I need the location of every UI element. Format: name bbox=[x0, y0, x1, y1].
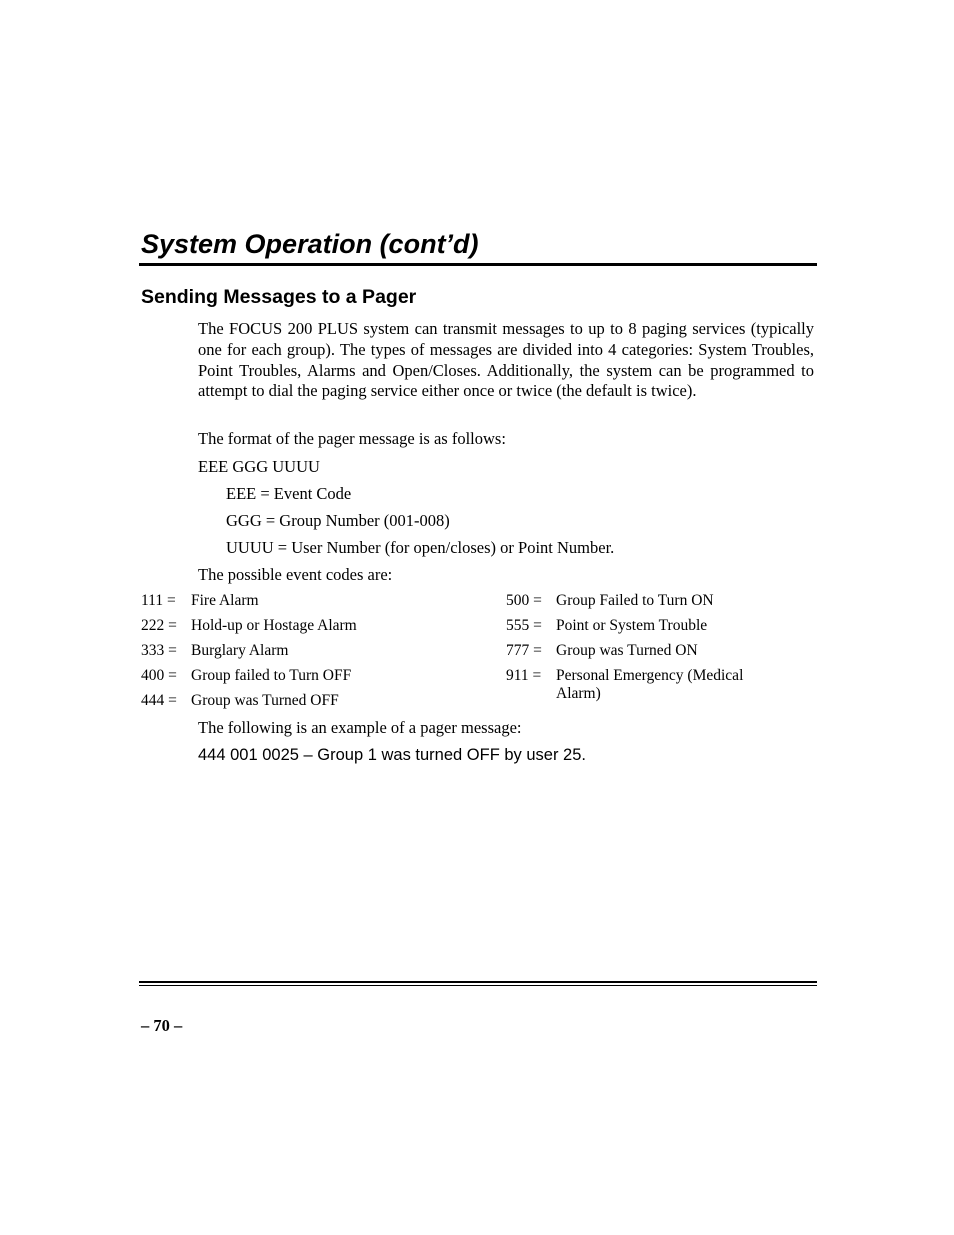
example-intro: The following is an example of a pager message: bbox=[198, 718, 522, 737]
event-code: 333 = bbox=[141, 642, 177, 659]
footer-divider-thin bbox=[139, 985, 817, 986]
event-code: 444 = bbox=[141, 692, 177, 709]
event-description: Fire Alarm bbox=[191, 592, 259, 609]
event-description: Group failed to Turn OFF bbox=[191, 667, 352, 684]
event-description: Burglary Alarm bbox=[191, 642, 289, 659]
event-code: 911 = bbox=[506, 667, 542, 684]
footer-divider bbox=[139, 981, 817, 983]
event-code: 400 = bbox=[141, 667, 177, 684]
section-heading: Sending Messages to a Pager bbox=[141, 286, 417, 308]
event-description: Personal Emergency (Medical Alarm) bbox=[556, 667, 744, 702]
event-code: 500 = bbox=[506, 592, 542, 609]
event-code: 111 = bbox=[141, 592, 176, 609]
page-title: System Operation (cont’d) bbox=[141, 229, 479, 259]
event-code: 777 = bbox=[506, 642, 542, 659]
event-code: 555 = bbox=[506, 617, 542, 634]
event-description: Group Failed to Turn ON bbox=[556, 592, 714, 609]
title-divider bbox=[139, 263, 817, 266]
event-description: Group was Turned OFF bbox=[191, 692, 339, 709]
page-number: – 70 – bbox=[141, 1016, 183, 1035]
format-item: GGG = Group Number (001-008) bbox=[226, 511, 450, 530]
format-item: UUUU = User Number (for open/closes) or Point Number. bbox=[226, 538, 615, 557]
event-code: 222 = bbox=[141, 617, 177, 634]
event-description: Point or System Trouble bbox=[556, 617, 708, 634]
codes-intro: The possible event codes are: bbox=[198, 565, 393, 584]
example-pager-message: 444 001 0025 – Group 1 was turned OFF by user 25. bbox=[198, 746, 586, 764]
format-intro: The format of the pager message is as follows: bbox=[198, 429, 506, 448]
event-description: Group was Turned ON bbox=[556, 642, 698, 659]
format-item: EEE = Event Code bbox=[226, 484, 352, 503]
intro-paragraph: The FOCUS 200 PLUS system can transmit messages to up to 8 paging services (typically one for each group). The types of messages are divided into 4 categories: System Troubles, Point Troubles, Alarms and Open/Closes. Additionally, the system can be programmed to attempt to dial the paging service either once or twice (the default is twice). bbox=[198, 319, 814, 401]
format-pattern: EEE GGG UUUU bbox=[198, 457, 320, 476]
event-description: Hold-up or Hostage Alarm bbox=[191, 617, 357, 634]
